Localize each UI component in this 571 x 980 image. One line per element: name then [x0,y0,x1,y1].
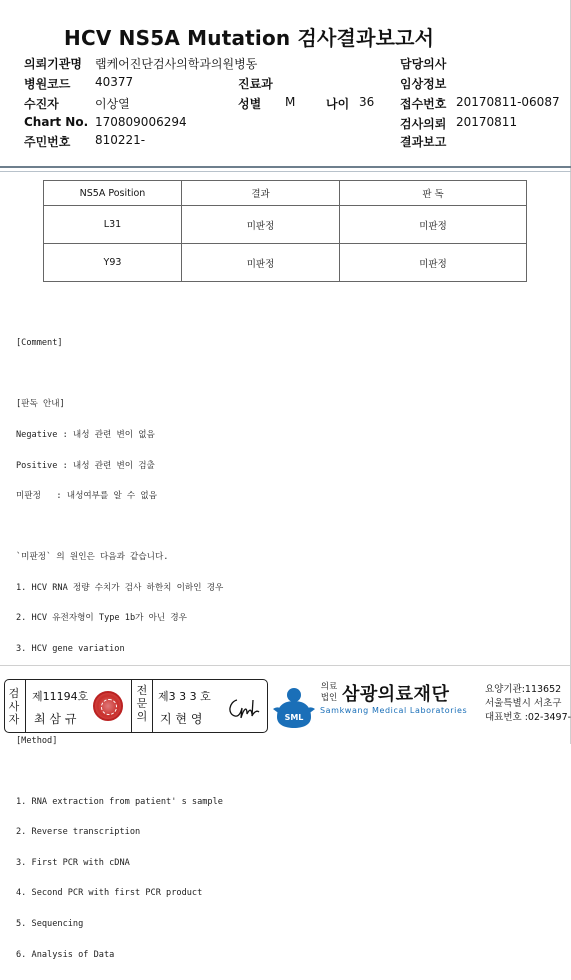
hospital-code-value: 40377 [95,75,134,89]
guide-line: 미판정 : 내성여부를 알 수 없음 [16,491,158,502]
comment-section [16,318,223,980]
cause-intro: `미판정` 의 원인은 다음과 같습니다. [16,552,169,563]
tester-vertical-label: 검사자 [8,687,20,726]
signature-box [4,679,268,733]
col-header-interpretation: 판 독 [340,181,527,206]
logo-text: SML [284,713,304,722]
method-step: 5. Sequencing [16,918,84,929]
patient-value: 이상열 [95,97,130,111]
sex-label: 성별 [238,97,262,111]
specialist-name: 지 현 영 [160,712,203,726]
guide-line: Positive : 내성 관련 변이 검출 [16,460,155,471]
report-title: HCV NS5A Mutation 검사결과보고서 [64,26,435,50]
patient-label: 수진자 [24,97,59,111]
footer-divider [0,665,571,666]
specialist-license: 제3 3 3 호 [158,690,211,703]
col-header-result: 결과 [182,181,340,206]
org-info [485,683,571,725]
cause-line: 1. HCV RNA 정량 수치가 검사 하한치 이하인 경우 [16,582,224,593]
sml-logo-icon [273,683,315,729]
specialist-signature [225,694,261,722]
method-step: 1. RNA extraction from patient' s sample [16,796,223,807]
test-request-value: 20170811 [456,115,518,129]
tester-license: 제11194호 [32,690,89,703]
department-label: 진료과 [238,77,273,91]
doctor-label: 담당의사 [400,57,447,71]
method-step: 4. Second PCR with first PCR product [16,888,203,899]
method-heading: [Method] [16,735,58,746]
method-step: 6. Analysis of Data [16,949,115,960]
interpretation-cell: 미판정 [340,206,527,244]
table-row [44,206,527,244]
org-name: 삼광의료재단 [342,684,450,705]
hospital-code-label: 병원코드 [24,77,71,91]
org-info-line: 서울특별시 서초구 [485,698,562,709]
receipt-no-label: 접수번호 [400,97,447,111]
rrn-value: 810221- [95,133,146,147]
requesting-org-value: 랩케어진단검사의학과의원병동 [95,57,258,71]
org-legal-type: 의료법인 [320,682,338,703]
age-value: 36 [359,95,375,109]
org-info-line: 대표번호 :02-3497- [485,712,571,723]
col-header-position: NS5A Position [44,181,182,206]
tester-name: 최 삼 규 [34,712,77,726]
requesting-org-label: 의뢰기관명 [24,57,82,71]
org-info-line: 요양기관:113652 [485,684,562,695]
cause-line: 2. HCV 유전자형이 Type 1b가 아닌 경우 [16,613,187,624]
sex-value: M [285,95,296,109]
result-report-label: 결과보고 [400,135,447,149]
rrn-label: 주민번호 [24,135,71,149]
results-header-row [44,181,527,206]
chart-no-value: 170809006294 [95,115,187,129]
results-table [43,180,527,282]
table-row [44,244,527,282]
position-cell: L31 [44,206,182,244]
method-step: 3. First PCR with cDNA [16,857,130,868]
interpretation-cell: 미판정 [340,244,527,282]
age-label: 나이 [326,97,350,111]
guide-line: Negative : 내성 관련 변이 없음 [16,430,155,441]
cause-line: 3. HCV gene variation [16,644,125,655]
org-english-name: Samkwang Medical Laboratories [320,706,468,715]
receipt-no-value: 20170811-06087 [456,95,560,109]
comment-heading: [Comment] [16,338,63,349]
guide-heading: [판독 안내] [16,399,65,410]
specialist-vertical-label: 전문의 [136,684,148,723]
header-divider-thin [0,171,571,172]
chart-no-label: Chart No. [24,115,89,129]
header-divider [0,166,571,168]
method-step: 2. Reverse transcription [16,827,141,838]
result-cell: 미판정 [182,206,340,244]
position-cell: Y93 [44,244,182,282]
clinical-info-label: 임상정보 [400,77,447,91]
test-request-label: 검사의뢰 [400,117,447,131]
result-cell: 미판정 [182,244,340,282]
tester-seal [93,691,123,721]
